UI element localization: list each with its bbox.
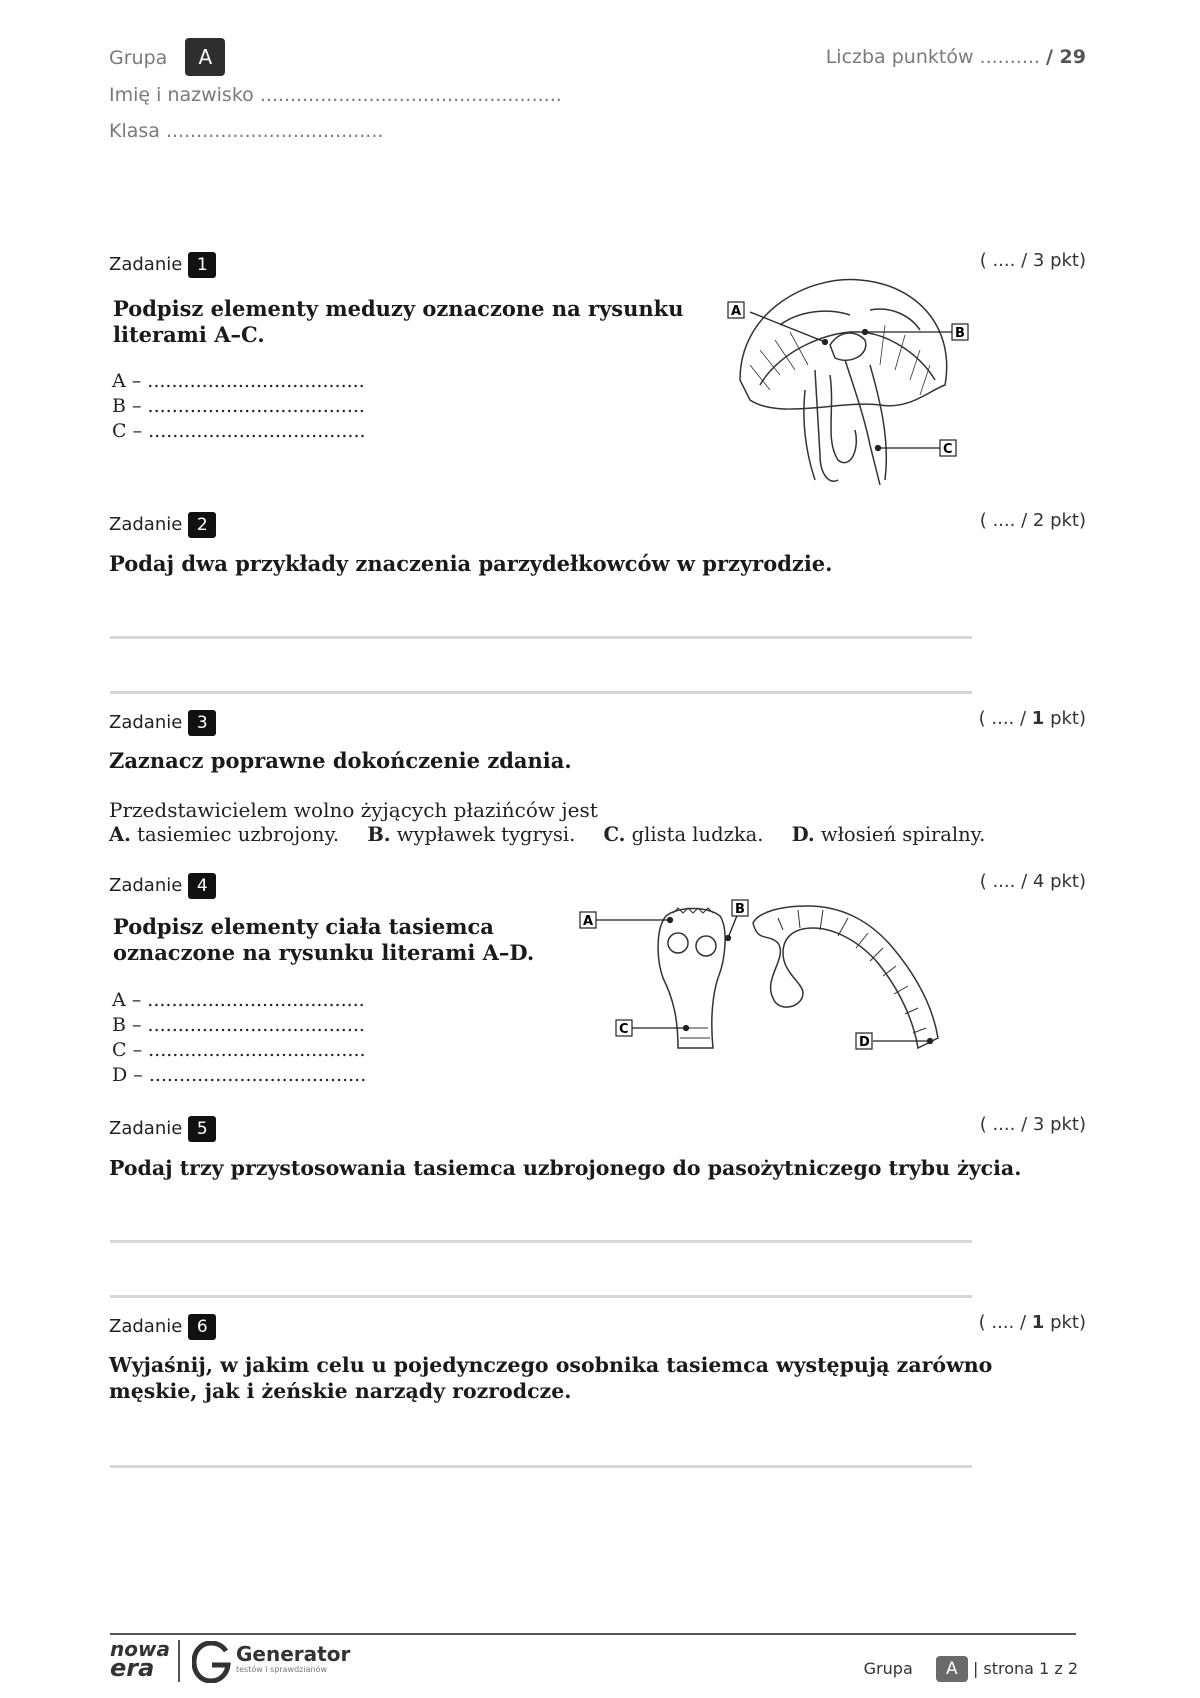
points-suffix: pkt) (1050, 250, 1086, 271)
option-d[interactable] (792, 823, 986, 846)
task-4-points (980, 871, 1086, 892)
option-text: glista ludzka. (631, 823, 764, 846)
option-b[interactable] (367, 823, 575, 846)
strobila (753, 906, 938, 1048)
answer-line[interactable] (110, 1465, 972, 1468)
task-6-title (109, 1352, 992, 1404)
task-label: Zadanie (109, 514, 183, 535)
points-suffix: pkt) (1050, 1114, 1086, 1135)
points-prefix: ( .... / (979, 250, 1028, 271)
points-label: Liczba punktów (825, 46, 974, 68)
answer-line[interactable]: D – .................................... (112, 1064, 367, 1086)
task-label: Zadanie (109, 1118, 183, 1139)
points-value: 3 (1032, 1114, 1045, 1135)
points-prefix: ( .... / (978, 1312, 1027, 1333)
answer-line[interactable] (110, 1240, 972, 1243)
logo-divider (178, 1640, 180, 1682)
group-badge: A (185, 38, 225, 76)
task-3-header (109, 710, 216, 736)
task-number: 4 (188, 873, 216, 899)
scolex-head (658, 909, 725, 1049)
points-dots: .......... (979, 46, 1040, 68)
task-4-header (109, 873, 216, 899)
title-line: męskie, jak i żeńskie narządy rozrodcze. (109, 1379, 572, 1403)
generator-logo-icon (192, 1641, 232, 1683)
task-number: 2 (188, 512, 216, 538)
figure-label-d: D (859, 1035, 870, 1050)
task-label: Zadanie (109, 712, 183, 733)
class-label: Klasa (109, 120, 160, 142)
task-3-options (109, 822, 985, 848)
points-prefix: ( .... / (978, 708, 1027, 729)
points-prefix: ( .... / (979, 510, 1028, 531)
points-prefix: ( .... / (979, 1114, 1028, 1135)
title-line: oznaczone na rysunku literami A–D. (113, 940, 535, 965)
task-4-answers[interactable] (112, 988, 366, 1088)
option-letter: D. (791, 823, 815, 846)
option-text: tasiemiec uzbrojony. (137, 823, 340, 846)
title-line: Podpisz elementy meduzy oznaczone na rysunku (113, 296, 684, 321)
page-number: | strona 1 z 2 (972, 1659, 1078, 1678)
figure-label-c: C (943, 442, 953, 457)
task-number: 3 (188, 710, 216, 736)
figure-label-a: A (583, 914, 594, 929)
answer-line[interactable] (110, 691, 972, 694)
task-2-points (980, 510, 1086, 531)
generator-logo-text (236, 1643, 350, 1675)
answer-line[interactable]: B – .................................... (112, 395, 365, 417)
tapeworm-figure (578, 898, 968, 1058)
points-value: 1 (1031, 708, 1045, 729)
task-3-sentence: Przedstawicielem wolno żyjących płazińców jest (109, 798, 598, 822)
points-value: 3 (1032, 250, 1045, 271)
task-1-title (113, 296, 683, 348)
points-suffix: pkt) (1050, 871, 1086, 892)
task-1-answers[interactable] (112, 369, 366, 444)
option-c[interactable] (604, 823, 764, 846)
answer-line[interactable]: B – .................................... (112, 1014, 365, 1036)
footer-group-label: Grupa (863, 1659, 913, 1678)
class-dots: .................................... (165, 120, 384, 142)
title-line: literami A–C. (113, 322, 265, 347)
figure-label-b: B (955, 326, 965, 341)
points-suffix: pkt) (1050, 510, 1086, 531)
answer-line[interactable]: C – .................................... (112, 420, 366, 442)
task-label: Zadanie (109, 254, 183, 275)
task-number: 6 (188, 1314, 216, 1340)
group-label: Grupa (109, 47, 168, 69)
points-value: 4 (1032, 871, 1045, 892)
answer-line[interactable]: A – .................................... (112, 370, 365, 392)
jellyfish-figure (720, 270, 980, 500)
jellyfish-bell (740, 280, 947, 410)
title-line: Podpisz elementy ciała tasiemca (113, 914, 494, 939)
option-text: włosień spiralny. (820, 823, 986, 846)
task-4-title (113, 914, 534, 966)
figure-label-a: A (731, 304, 742, 319)
figure-label-c: C (619, 1022, 629, 1037)
option-letter: B. (367, 823, 391, 846)
points-value: 1 (1031, 1312, 1045, 1333)
task-label: Zadanie (109, 875, 183, 896)
task-1-header (109, 252, 216, 278)
points-total: / 29 (1046, 46, 1086, 68)
option-a[interactable] (109, 823, 339, 846)
generator-title: Generator (236, 1642, 351, 1666)
group-header (109, 38, 225, 76)
task-3-points (979, 708, 1086, 729)
task-label: Zadanie (109, 1316, 183, 1337)
task-5-points (980, 1114, 1086, 1135)
option-letter: A. (109, 823, 131, 846)
points-header (826, 46, 1086, 68)
task-number: 5 (188, 1116, 216, 1142)
option-text: wypławek tygrysi. (396, 823, 576, 846)
footer-group-badge: A (936, 1656, 968, 1682)
task-6-header (109, 1314, 216, 1340)
class-field[interactable] (109, 120, 383, 142)
title-line: Wyjaśnij, w jakim celu u pojedynczego osobnika tasiemca występują zarówno (109, 1353, 993, 1377)
points-suffix: pkt) (1050, 1312, 1086, 1333)
task-number: 1 (188, 252, 216, 278)
answer-line[interactable]: C – .................................... (112, 1039, 366, 1061)
points-prefix: ( .... / (979, 871, 1028, 892)
task-3-title: Zaznacz poprawne dokończenie zdania. (109, 748, 572, 773)
task-1-points (980, 250, 1086, 271)
answer-line[interactable] (110, 1295, 972, 1298)
name-label: Imię i nazwisko (109, 84, 254, 106)
name-dots: .................................................. (259, 84, 562, 106)
nowa-era-logo (110, 1637, 170, 1682)
footer-divider (110, 1633, 1076, 1635)
task-5-title: Podaj trzy przystosowania tasiemca uzbrojonego do pasożytniczego trybu życia. (109, 1156, 1022, 1180)
answer-line[interactable] (110, 636, 972, 639)
bell-inner (760, 332, 935, 385)
points-suffix: pkt) (1050, 708, 1086, 729)
figure-label-b: B (735, 902, 745, 917)
task-6-points (979, 1312, 1086, 1333)
footer-page-info (864, 1656, 1078, 1682)
name-field[interactable] (109, 84, 562, 106)
logo-line: nowa (110, 1637, 170, 1661)
task-5-header (109, 1116, 216, 1142)
answer-line[interactable]: A – .................................... (112, 989, 365, 1011)
task-2-title: Podaj dwa przykłady znaczenia parzydełkowców w przyrodzie. (109, 551, 833, 576)
points-value: 2 (1032, 510, 1045, 531)
logo-line: era (110, 1654, 155, 1682)
task-2-header (109, 512, 216, 538)
generator-subtitle: testów i sprawdzianów (236, 1665, 327, 1674)
option-letter: C. (603, 823, 626, 846)
